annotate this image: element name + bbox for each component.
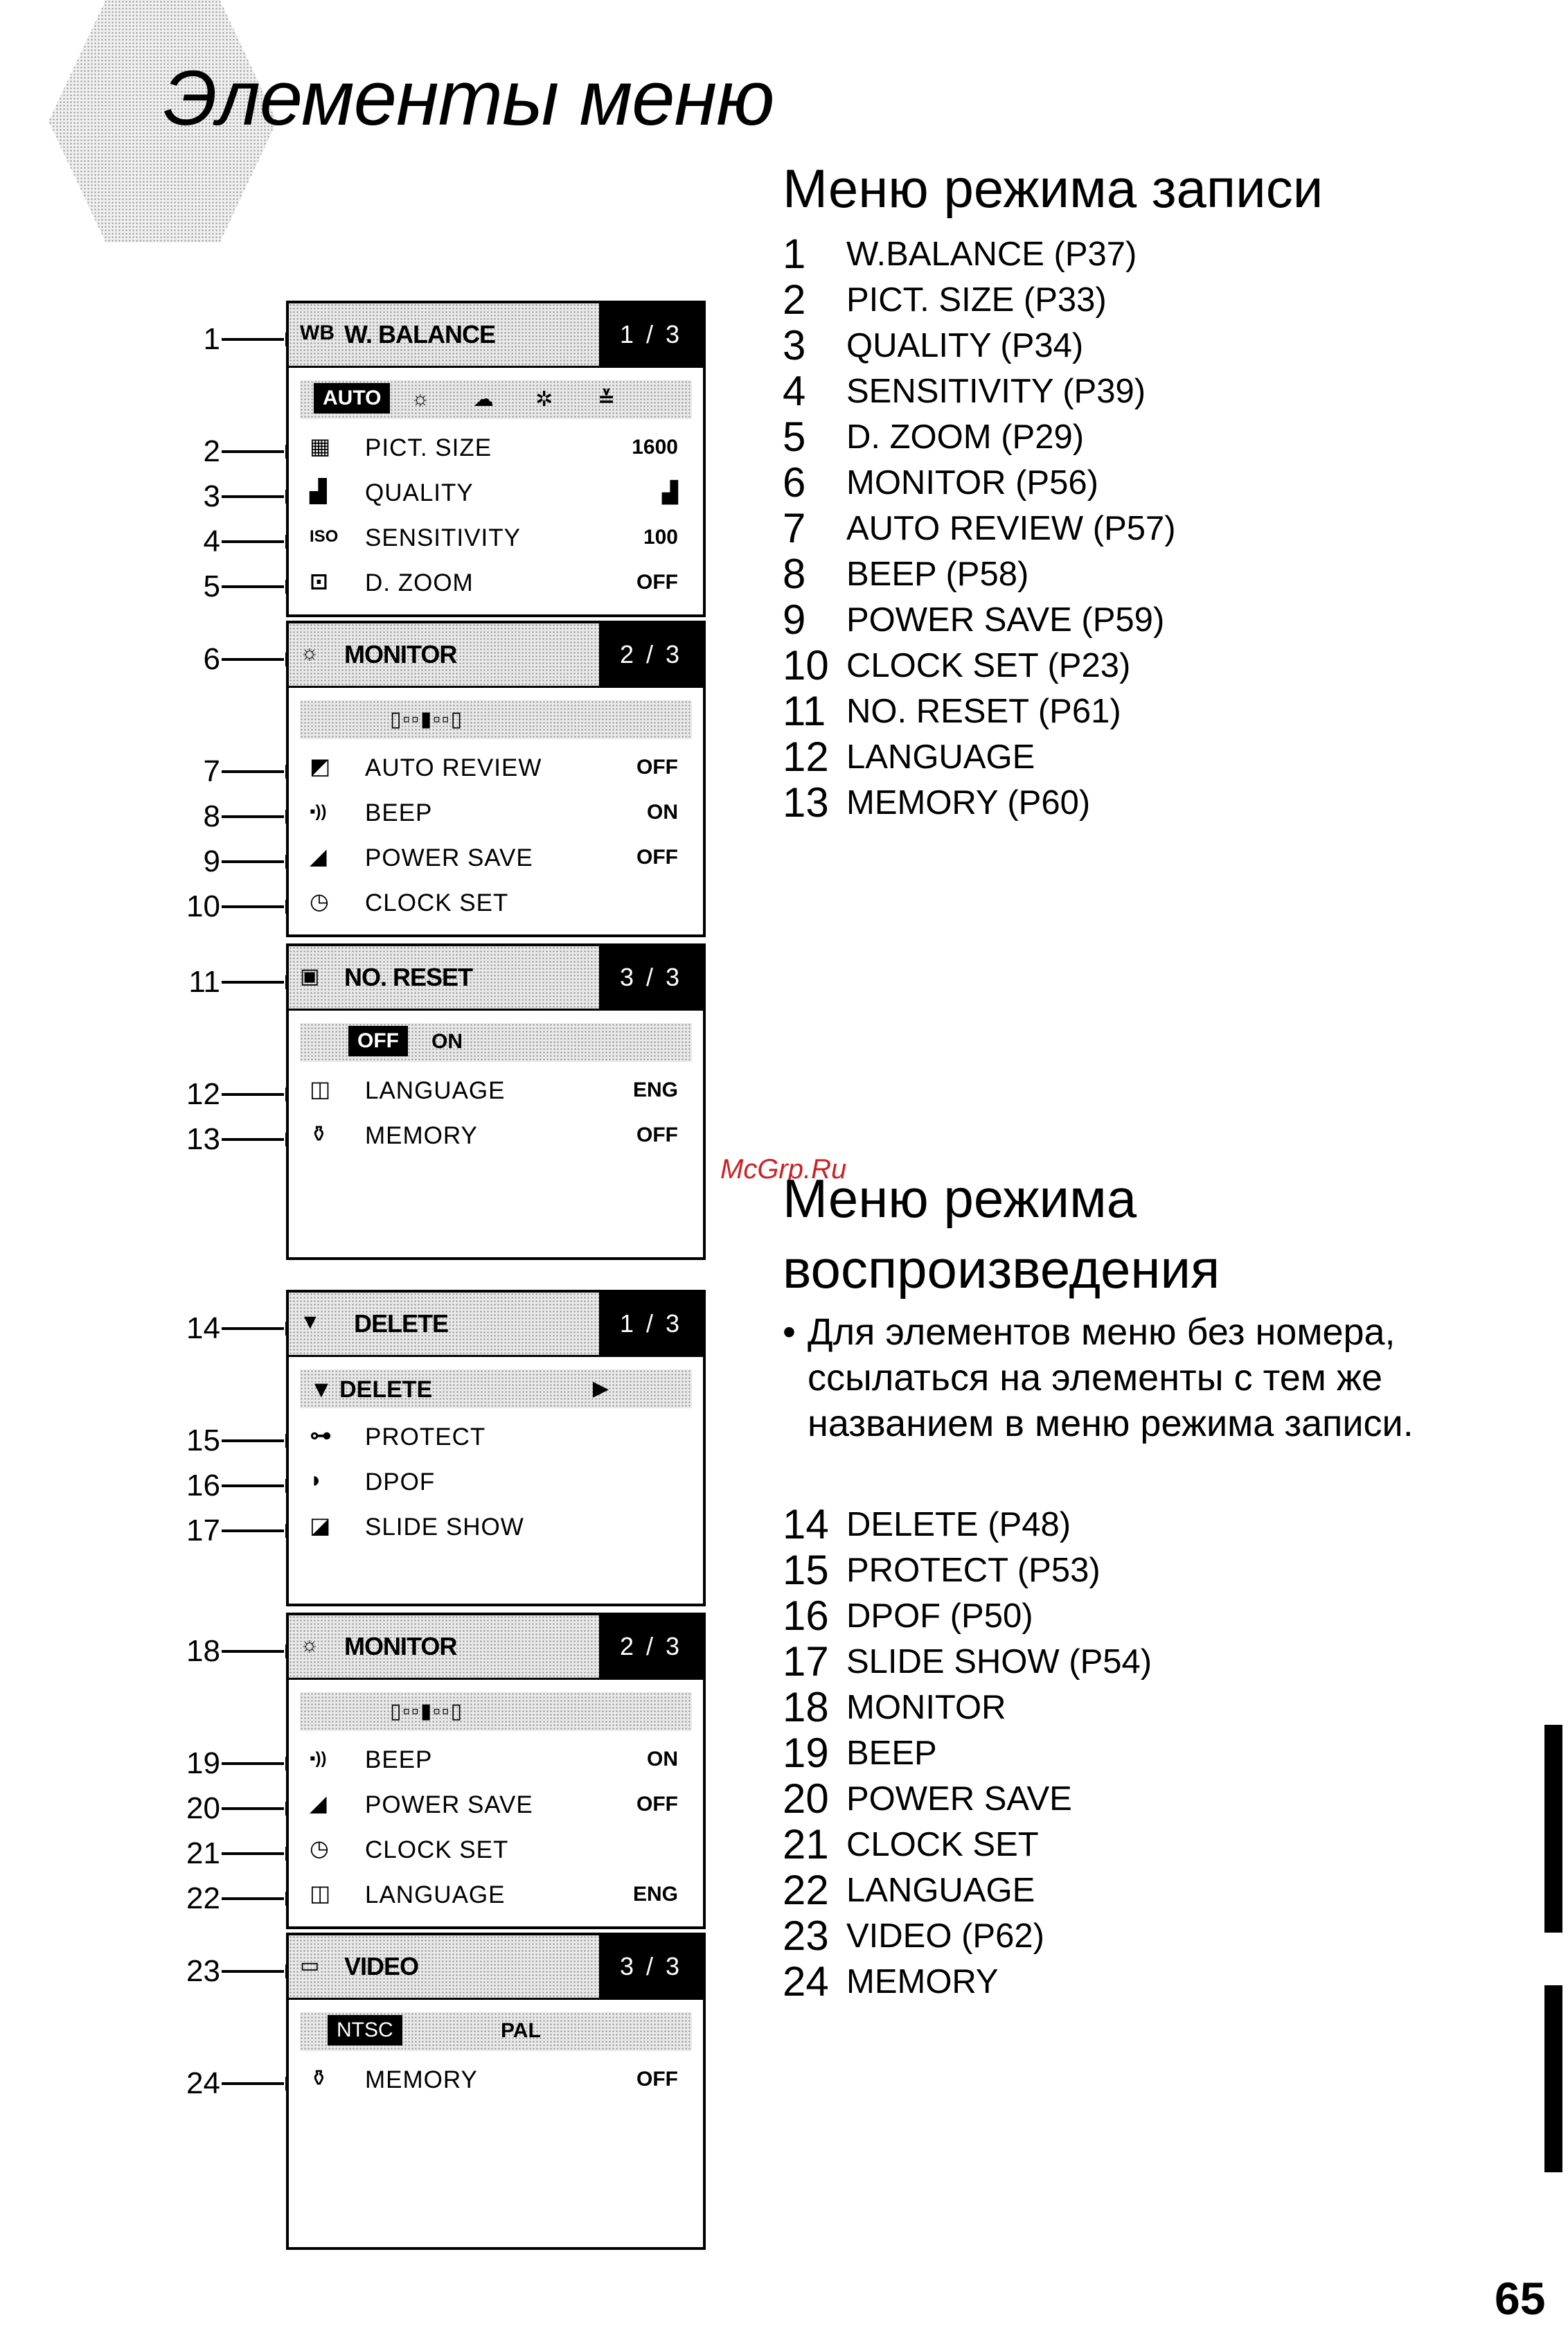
menu-screen-video — [286, 1933, 706, 2250]
language-icon: ◫ — [310, 1881, 331, 1906]
playback-note: • Для элементов меню без номера, ссылаться на элементы с тем же названием в меню режима записи. — [783, 1309, 1517, 1446]
row-label: LANGUAGE — [365, 1077, 506, 1104]
memory-icon: ⚱ — [310, 1121, 328, 1146]
row-value: OFF — [636, 571, 678, 594]
screen-header-label: MONITOR — [344, 1632, 457, 1660]
menu-row-dzoom[interactable] — [289, 558, 703, 603]
menu-row-clock-set[interactable] — [289, 878, 703, 923]
list-item: 9 POWER SAVE (P59) — [783, 596, 1165, 643]
screen-header — [289, 946, 703, 1011]
row-label: PROTECT — [365, 1423, 486, 1451]
brightness-slider[interactable]: ▯▫▫▮▫▫▯ — [390, 1700, 464, 1723]
row-label: BEEP — [365, 1746, 433, 1773]
callout-24: 24 — [173, 2063, 284, 2104]
row-value: ON — [647, 1748, 678, 1771]
digital-zoom-icon: ⊡ — [310, 569, 328, 594]
section-tab-marker — [1544, 1725, 1562, 1933]
screen-header-label: DELETE — [354, 1309, 449, 1338]
callout-4: 4 — [173, 521, 284, 562]
row-label: D. ZOOM — [365, 569, 474, 596]
list-item: 12 LANGUAGE — [783, 734, 1035, 780]
list-item: 6 MONITOR (P56) — [783, 459, 1098, 506]
clock-icon: ◷ — [310, 1836, 329, 1861]
brightness-icon: ☼ — [300, 641, 319, 664]
brightness-slider[interactable]: ▯▫▫▮▫▫▯ — [390, 708, 464, 731]
screen-page-indicator: 1 / 3 — [599, 303, 703, 366]
list-item: 24 MEMORY — [783, 1958, 999, 2005]
menu-row-beep[interactable] — [289, 788, 703, 833]
screen-header-label: VIDEO — [344, 1952, 419, 1980]
slideshow-icon: ◪ — [310, 1513, 331, 1538]
row-label: QUALITY — [365, 479, 474, 506]
brightness-scale[interactable] — [300, 1692, 692, 1731]
screen-header-label: MONITOR — [344, 640, 457, 668]
callout-13: 13 — [173, 1119, 284, 1160]
key-icon: ⊶ — [310, 1423, 332, 1448]
callout-1: 1 — [173, 319, 284, 360]
list-item: 22 LANGUAGE — [783, 1867, 1035, 1913]
page-title: Элементы меню — [163, 55, 774, 141]
picture-size-icon: ▦ — [310, 434, 331, 459]
section-tab-marker — [1544, 1985, 1562, 2172]
screen-header — [289, 1615, 703, 1680]
list-item: 15 PROTECT (P53) — [783, 1547, 1101, 1593]
menu-row-clock-set[interactable] — [289, 1825, 703, 1870]
menu-row-slide-show[interactable] — [289, 1502, 703, 1547]
trash-icon: ▼ — [300, 1311, 321, 1333]
callout-19: 19 — [173, 1743, 284, 1784]
row-label: CLOCK SET — [365, 1836, 509, 1863]
row-value: 100 — [643, 526, 678, 549]
callout-8: 8 — [173, 796, 284, 837]
row-value: OFF — [636, 1793, 678, 1816]
list-item: 18 MONITOR — [783, 1684, 1006, 1730]
record-menu-list — [783, 231, 1406, 826]
list-item: 5 D. ZOOM (P29) — [783, 414, 1085, 460]
page-number: 65 — [1495, 2273, 1546, 2324]
list-item: 14 DELETE (P48) — [783, 1501, 1071, 1547]
screen-header-label: W. BALANCE — [344, 320, 495, 348]
menu-row-memory[interactable] — [289, 2055, 703, 2100]
white-set-icon[interactable]: ≚ — [598, 388, 616, 411]
menu-row-quality[interactable] — [289, 468, 703, 513]
iso-icon: ISO — [310, 527, 339, 546]
halogen-icon[interactable]: ✲ — [535, 388, 553, 411]
callout-11: 11 — [173, 961, 284, 1003]
row-label: MEMORY — [365, 1122, 478, 1149]
menu-row-dpof[interactable] — [289, 1457, 703, 1502]
row-value: OFF — [636, 2068, 678, 2091]
callout-7: 7 — [173, 751, 284, 792]
row-value: ON — [647, 801, 678, 824]
chevron-right-icon: ▶ — [592, 1377, 609, 1400]
callout-18: 18 — [173, 1631, 284, 1672]
playback-menu-heading-line2: воспроизведения — [783, 1239, 1220, 1299]
list-item: 2 PICT. SIZE (P33) — [783, 276, 1107, 323]
menu-row-beep[interactable] — [289, 1735, 703, 1780]
row-label: SENSITIVITY — [365, 524, 521, 551]
callout-6: 6 — [173, 639, 284, 680]
list-item: 1 W.BALANCE (P37) — [783, 231, 1137, 277]
option-strip — [300, 2012, 692, 2051]
row-label: LANGUAGE — [365, 1881, 506, 1908]
callout-17: 17 — [173, 1510, 284, 1552]
row-value: ENG — [632, 1883, 678, 1906]
playback-menu-heading-line1: Меню режима — [783, 1168, 1137, 1229]
auto-review-icon: ◩ — [310, 754, 331, 779]
delete-option[interactable]: ▼ DELETE — [310, 1376, 433, 1403]
menu-screen-no-reset — [286, 943, 706, 1260]
power-save-icon: ◢ — [310, 844, 327, 869]
cloudy-icon[interactable]: ☁ — [473, 388, 494, 411]
row-label: AUTO REVIEW — [365, 754, 542, 781]
row-label: SLIDE SHOW — [365, 1514, 524, 1541]
callout-9: 9 — [173, 841, 284, 882]
row-value: OFF — [636, 756, 678, 779]
beep-icon: ▪)) — [310, 802, 327, 821]
menu-row-protect[interactable] — [289, 1412, 703, 1457]
callout-2: 2 — [173, 431, 284, 472]
watermark: McGrp.Ru — [720, 1154, 847, 1185]
callout-10: 10 — [173, 886, 284, 928]
menu-row-sensitivity[interactable] — [289, 513, 703, 558]
row-label: POWER SAVE — [365, 844, 533, 871]
pal-option[interactable]: PAL — [501, 2019, 541, 2042]
tv-icon: ▭ — [300, 1954, 320, 1977]
list-item: 11 NO. RESET (P61) — [783, 688, 1121, 734]
brightness-icon: ☼ — [300, 1633, 319, 1656]
list-item: 23 VIDEO (P62) — [783, 1913, 1044, 1959]
list-item: 21 CLOCK SET — [783, 1821, 1039, 1868]
brightness-scale[interactable] — [300, 700, 692, 739]
callout-15: 15 — [173, 1420, 284, 1462]
option-strip — [300, 1023, 692, 1062]
screen-page-indicator: 3 / 3 — [599, 1935, 703, 1998]
row-label: PICT. SIZE — [365, 434, 492, 461]
record-menu-heading: Меню режима записи — [783, 158, 1324, 219]
row-value: OFF — [636, 846, 678, 869]
list-item: 4 SENSITIVITY (P39) — [783, 368, 1146, 414]
callout-16: 16 — [173, 1465, 284, 1507]
quality-icon: ▟ — [310, 479, 327, 504]
bullet-icon: • — [783, 1311, 796, 1353]
list-item: 16 DPOF (P50) — [783, 1593, 1033, 1639]
off-option[interactable]: OFF — [348, 1026, 408, 1056]
row-value: 1600 — [632, 436, 678, 459]
row-label: DPOF — [365, 1469, 436, 1496]
menu-row-auto-review[interactable] — [289, 743, 703, 788]
screen-header — [289, 303, 703, 368]
callout-20: 20 — [173, 1788, 284, 1829]
list-item: 20 POWER SAVE — [783, 1775, 1072, 1822]
menu-row-pict-size[interactable] — [289, 423, 703, 468]
callout-23: 23 — [173, 1951, 284, 1992]
delete-submenu-strip[interactable] — [300, 1369, 692, 1408]
screen-header — [289, 623, 703, 688]
row-value: ENG — [632, 1079, 678, 1101]
screen-header — [289, 1935, 703, 2000]
menu-screen-wbalance — [286, 301, 706, 617]
on-option[interactable]: ON — [431, 1030, 463, 1053]
row-value: ▟ — [661, 481, 678, 504]
language-icon: ◫ — [310, 1076, 331, 1101]
menu-row-memory[interactable] — [289, 1111, 703, 1156]
menu-row-language[interactable] — [289, 1870, 703, 1915]
screen-page-indicator: 2 / 3 — [599, 1615, 703, 1678]
number-reset-icon: ▣ — [300, 965, 320, 988]
list-item: 13 MEMORY (P60) — [783, 779, 1091, 826]
menu-row-power-save[interactable] — [289, 1780, 703, 1825]
power-save-icon: ◢ — [310, 1791, 327, 1816]
list-item: 8 BEEP (P58) — [783, 551, 1029, 597]
screen-header-label: NO. RESET — [344, 963, 473, 991]
list-item: 3 QUALITY (P34) — [783, 322, 1084, 369]
row-label: CLOCK SET — [365, 889, 509, 916]
callout-22: 22 — [173, 1878, 284, 1919]
screen-page-indicator: 1 / 3 — [599, 1293, 703, 1355]
ntsc-option[interactable]: NTSC — [328, 2015, 402, 2046]
row-label: POWER SAVE — [365, 1791, 533, 1818]
playback-menu-list — [783, 1502, 1406, 2005]
menu-row-language[interactable] — [289, 1066, 703, 1111]
callout-5: 5 — [173, 566, 284, 607]
screen-header — [289, 1293, 703, 1357]
row-value: OFF — [636, 1124, 678, 1146]
list-item: 17 SLIDE SHOW (P54) — [783, 1638, 1152, 1685]
memory-icon: ⚱ — [310, 2066, 328, 2091]
menu-screen-monitor-playback — [286, 1613, 706, 1929]
sunny-icon[interactable]: ☼ — [411, 387, 430, 410]
clock-icon: ◷ — [310, 889, 329, 914]
menu-screen-delete — [286, 1290, 706, 1606]
menu-screen-monitor — [286, 621, 706, 937]
callout-21: 21 — [173, 1833, 284, 1874]
menu-row-power-save[interactable] — [289, 833, 703, 878]
white-balance-icon: WB — [300, 321, 335, 344]
list-item: 19 BEEP — [783, 1730, 937, 1776]
row-label: BEEP — [365, 799, 433, 826]
dpof-icon: ◗ — [310, 1467, 323, 1492]
auto-wb-option[interactable]: AUTO — [314, 383, 390, 414]
option-strip — [300, 380, 692, 419]
callout-12: 12 — [173, 1074, 284, 1115]
list-item: 10 CLOCK SET (P23) — [783, 642, 1131, 689]
callout-14: 14 — [173, 1308, 284, 1349]
screen-page-indicator: 2 / 3 — [599, 623, 703, 686]
callout-3: 3 — [173, 476, 284, 517]
row-label: MEMORY — [365, 2066, 478, 2093]
beep-icon: ▪)) — [310, 1749, 327, 1768]
list-item: 7 AUTO REVIEW (P57) — [783, 505, 1176, 551]
screen-page-indicator: 3 / 3 — [599, 946, 703, 1009]
